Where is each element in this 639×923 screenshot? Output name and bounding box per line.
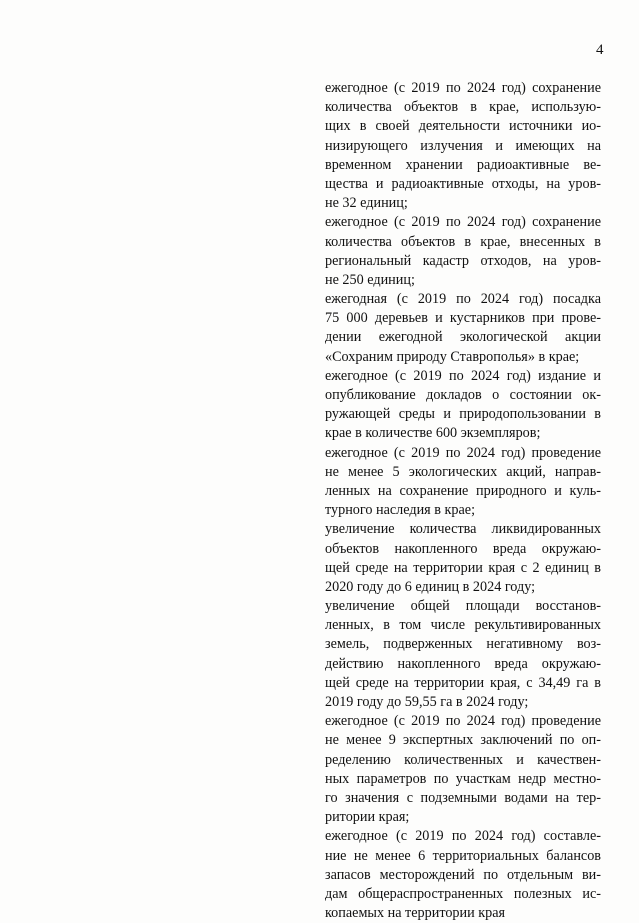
text-line: не 32 единиц; (325, 195, 408, 212)
text-line: увеличение общей площади восстанов- (325, 598, 601, 615)
text-line: крае в количестве 600 экземпляров; (325, 425, 541, 442)
text-line: ежегодное (с 2019 по 2024 год) составле- (325, 828, 601, 845)
text-line: земель, подверженных негативному воз- (325, 636, 601, 653)
text-line: турного наследия в крае; (325, 502, 476, 519)
text-line: ленных, в том числе рекультивированных (325, 617, 601, 634)
text-line: ежегодная (с 2019 по 2024 год) посадка (325, 291, 601, 308)
text-line: ределению количественных и качествен- (325, 751, 601, 768)
text-line: не 250 единиц; (325, 271, 415, 288)
text-line: дении ежегодной экологической акции (325, 329, 601, 346)
text-line: копаемых на территории края (325, 905, 506, 922)
text-line: ние не менее 6 территориальных балансов (325, 847, 601, 864)
text-line: щей среде на территории края, с 34,49 га в (325, 674, 601, 691)
text-line: щей среде на территории края с 2 единиц в (325, 559, 601, 576)
text-line: ежегодное (с 2019 по 2024 год) сохранение (325, 80, 601, 96)
text-line: низирующего излучения и имеющих на (325, 137, 601, 154)
text-line: региональный кадастр отходов, на уров- (325, 252, 601, 269)
text-line: ежегодное (с 2019 по 2024 год) издание и (325, 367, 601, 384)
text-line: не менее 5 экологических акций, направ- (325, 463, 601, 480)
text-line: ритории края; (325, 809, 410, 826)
text-line: ружающей среды и природопользовании в (325, 406, 601, 423)
text-line: ных параметров по участкам недр местно- (325, 770, 601, 787)
text-line: объектов накопленного вреда окружаю- (325, 540, 601, 557)
text-line: ленных на сохранение природного и куль- (325, 482, 601, 499)
text-line: 2020 году до 6 единиц в 2024 году; (325, 578, 536, 595)
text-line: действию накопленного вреда окружаю- (325, 655, 601, 672)
document-text (325, 79, 601, 923)
text-line: 75 000 деревьев и кустарников при прове- (325, 310, 601, 327)
text-line: ежегодное (с 2019 по 2024 год) сохранение (325, 214, 601, 231)
page-number: 4 (596, 42, 604, 58)
text-line: ежегодное (с 2019 по 2024 год) проведение (325, 713, 601, 730)
text-line: щества и радиоактивные отходы, на уров- (325, 175, 601, 192)
text-line: запасов месторождений по отдельным ви- (325, 866, 601, 883)
text-line: «Сохраним природу Ставрополья» в крае; (325, 348, 580, 365)
text-line: 2019 году до 59,55 га в 2024 году; (325, 694, 529, 710)
text-line: опубликование докладов о состоянии ок- (325, 387, 601, 403)
text-line: количества объектов в крае, внесенных в (325, 233, 601, 250)
text-line: временном хранении радиоактивные ве- (325, 156, 601, 173)
text-line: не менее 9 экспертных заключений по оп- (325, 732, 601, 749)
text-line: количества объектов в крае, использую- (325, 99, 601, 116)
text-line: ежегодное (с 2019 по 2024 год) проведение (325, 444, 601, 461)
text-line: щих в своей деятельности источники ио- (325, 118, 601, 135)
text-line: го значения с подземными водами на тер- (325, 789, 601, 806)
text-line: дам общераспространенных полезных ис- (325, 885, 601, 902)
text-line: увеличение количества ликвидированных (325, 521, 601, 538)
